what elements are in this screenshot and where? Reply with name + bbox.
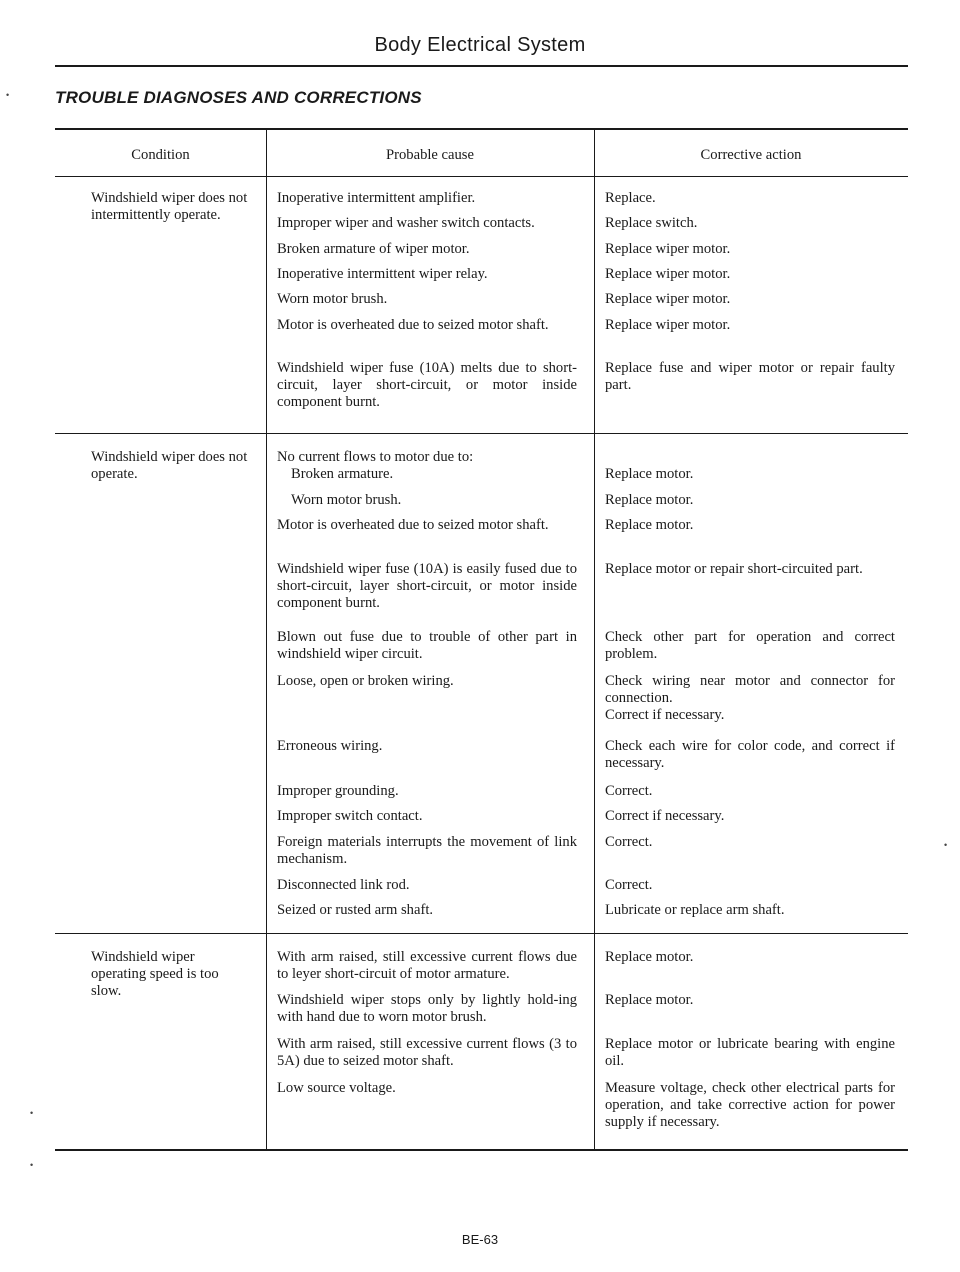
action-2-2: Replace motor. xyxy=(605,492,694,508)
cause-3-2: Windshield wiper stops only by lightly hold-ing with hand due to worn motor brush. xyxy=(277,992,577,1025)
header-rule xyxy=(55,65,908,67)
action-1-2: Replace switch. xyxy=(605,215,698,231)
cause-2-4: Motor is overheated due to seized motor shaft. xyxy=(277,517,549,533)
table-bottom-rule xyxy=(55,1149,908,1151)
margin-mark-4: • xyxy=(944,840,948,850)
condition-3: Windshield wiper operating speed is too slow. xyxy=(91,949,219,999)
cause-2-5: Windshield wiper fuse (10A) is easily fused due to short-circuit, layer short-circuit, or motor inside component burnt. xyxy=(277,561,577,611)
header-corrective-action: Corrective action xyxy=(700,147,802,163)
action-2-13: Lubricate or replace arm shaft. xyxy=(605,902,785,918)
header-probable-cause: Probable cause xyxy=(386,147,474,163)
running-head: Body Electrical System xyxy=(374,34,586,56)
action-2-1: Replace motor. xyxy=(605,466,694,482)
action-2-10: Correct if necessary. xyxy=(605,808,725,824)
condition-2: Windshield wiper does not operate. xyxy=(91,449,248,482)
action-1-6: Replace wiper motor. xyxy=(605,317,731,333)
cause-2-1: No current flows to motor due to: xyxy=(277,449,474,465)
cause-2-10: Improper switch contact. xyxy=(277,808,423,824)
action-3-3: Replace motor or lubricate bearing with engine oil. xyxy=(605,1036,895,1069)
action-3-1: Replace motor. xyxy=(605,949,694,965)
condition-1: Windshield wiper does not intermittently operate. xyxy=(91,190,248,223)
cause-2-12: Disconnected link rod. xyxy=(277,877,410,893)
cause-3-1: With arm raised, still excessive current flows due to leyer short-circuit of motor armature. xyxy=(277,949,577,982)
cause-2-6: Blown out fuse due to trouble of other part in windshield wiper circuit. xyxy=(277,629,577,662)
margin-mark-2: • xyxy=(30,1108,34,1118)
cause-1-2: Improper wiper and washer switch contacts. xyxy=(277,215,535,231)
cause-1-5: Worn motor brush. xyxy=(277,291,388,307)
action-2-8: Check each wire for color code, and correct if necessary. xyxy=(605,738,895,771)
group-divider-2 xyxy=(55,933,908,934)
action-1-5: Replace wiper motor. xyxy=(605,291,731,307)
action-3-4: Measure voltage, check other electrical parts for operation, and take corrective action for power supply if necessary. xyxy=(605,1080,895,1130)
header-condition: Condition xyxy=(131,147,190,163)
margin-mark-1: • xyxy=(6,90,10,100)
header-bottom-rule xyxy=(55,176,908,177)
cause-1-4: Inoperative intermittent wiper relay. xyxy=(277,266,488,282)
margin-mark-3: • xyxy=(30,1160,34,1170)
group-divider-1 xyxy=(55,433,908,434)
cause-3-4: Low source voltage. xyxy=(277,1080,396,1096)
action-2-5: Check other part for operation and correct problem. xyxy=(605,629,895,662)
action-2-7: Correct if necessary. xyxy=(605,707,725,723)
action-1-1: Replace. xyxy=(605,190,656,206)
cause-2-3: Worn motor brush. xyxy=(291,492,402,508)
diagnosis-table xyxy=(55,128,908,1154)
cause-1-1: Inoperative intermittent amplifier. xyxy=(277,190,476,206)
action-1-7: Replace fuse and wiper motor or repair faulty part. xyxy=(605,360,895,393)
action-2-3: Replace motor. xyxy=(605,517,694,533)
cause-1-6: Motor is overheated due to seized motor shaft. xyxy=(277,317,549,333)
action-2-12: Correct. xyxy=(605,877,653,893)
action-3-2: Replace motor. xyxy=(605,992,694,1008)
cause-2-2: Broken armature. xyxy=(291,466,394,482)
cause-2-9: Improper grounding. xyxy=(277,783,399,799)
table-top-rule xyxy=(55,128,908,130)
cause-2-11: Foreign materials interrupts the movement of link mechanism. xyxy=(277,834,577,867)
cause-3-3: With arm raised, still excessive current flows (3 to 5A) due to seized motor shaft. xyxy=(277,1036,577,1069)
action-2-11: Correct. xyxy=(605,834,653,850)
cause-1-3: Broken armature of wiper motor. xyxy=(277,241,470,257)
cause-2-8: Erroneous wiring. xyxy=(277,738,383,754)
page-number: BE-63 xyxy=(461,1232,499,1247)
cause-1-7: Windshield wiper fuse (10A) melts due to short-circuit, layer short-circuit, or motor inside component burnt. xyxy=(277,360,577,410)
column-divider-1 xyxy=(266,128,267,1150)
action-1-4: Replace wiper motor. xyxy=(605,266,731,282)
column-divider-2 xyxy=(594,128,595,1150)
action-2-6: Check wiring near motor and connector for connection. xyxy=(605,673,895,706)
section-title: TROUBLE DIAGNOSES AND CORRECTIONS xyxy=(55,88,422,107)
cause-2-13: Seized or rusted arm shaft. xyxy=(277,902,434,918)
action-1-3: Replace wiper motor. xyxy=(605,241,731,257)
cause-2-7: Loose, open or broken wiring. xyxy=(277,673,454,689)
action-2-4: Replace motor or repair short-circuited part. xyxy=(605,561,863,577)
action-2-9: Correct. xyxy=(605,783,653,799)
